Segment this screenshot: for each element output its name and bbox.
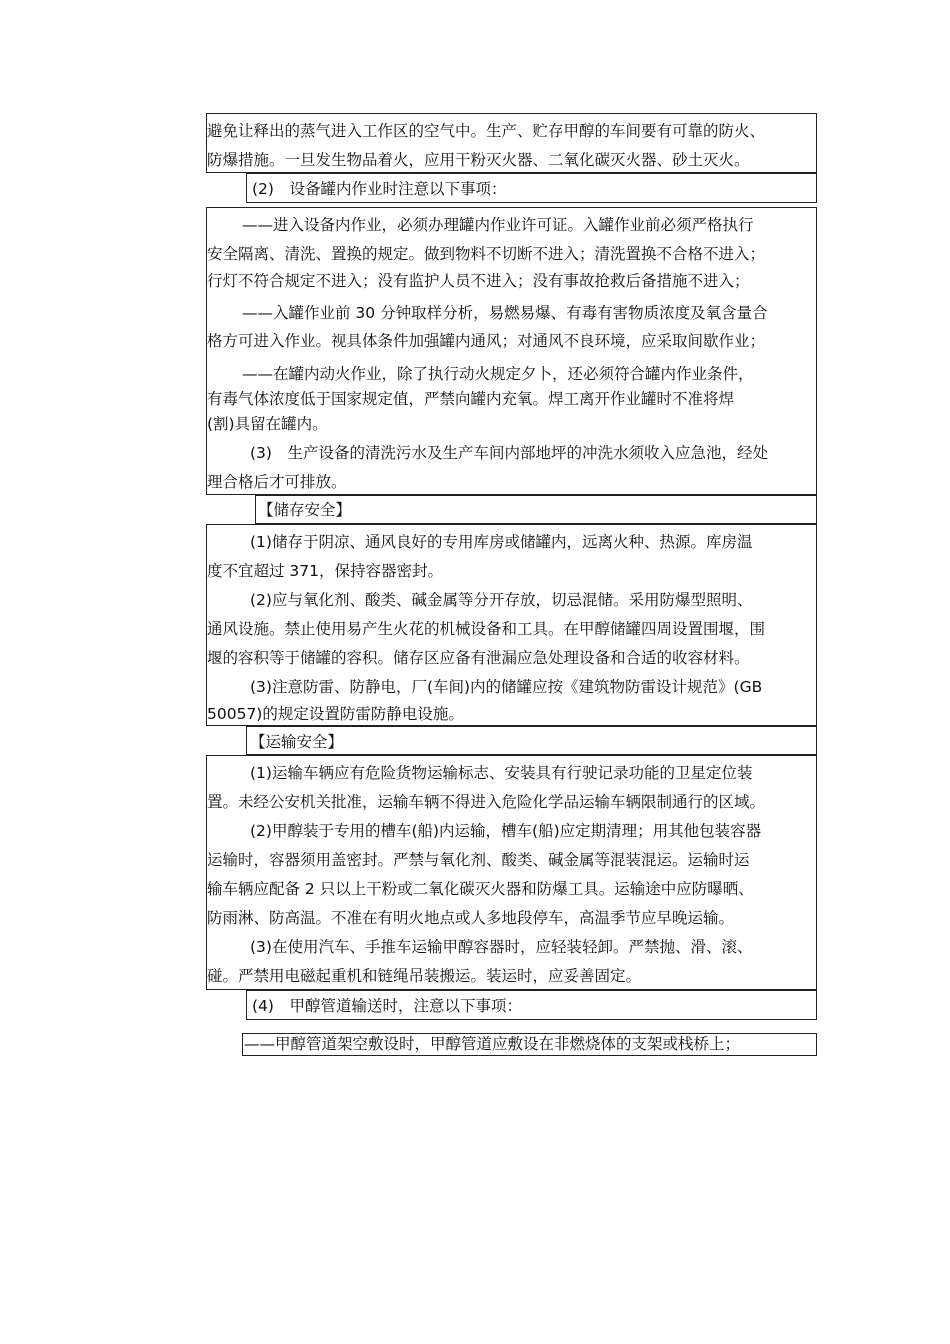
text-line: (3) 生产设备的清洗污水及生产车间内部地坪的冲洗水须收入应急池，经处 (250, 444, 768, 462)
text-line: 堰的容积等于储罐的容积。储存区应备有泄漏应急处理设备和合适的收容材料。 (207, 649, 750, 667)
text-line: 碰。严禁用电磁起重机和链绳吊装搬运。装运时，应妥善固定。 (207, 967, 642, 985)
text-line: 置。未经公安机关批准，运输车辆不得进入危险化学品运输车辆限制通行的区域。 (207, 793, 766, 811)
text-line: (2)应与氧化剂、酸类、碱金属等分开存放，切忌混储。采用防爆型照明、 (250, 591, 753, 609)
text-line: 避免让释出的蒸气进入工作区的空气中。生产、贮存甲醇的车间要有可靠的防火、 (207, 122, 766, 140)
text-line: (3)注意防雷、防静电，厂(车间)内的储罐应按《建筑物防雷设计规范》(GB (250, 678, 763, 696)
text-line: (割)具留在罐内。 (207, 415, 328, 433)
text-line: 有毒气体浓度低于国家规定值，严禁向罐内充氧。焊工离开作业罐时不准将焊 (207, 390, 735, 408)
text-line: (2)甲醇装于专用的槽车(船)内运输，槽车(船)应定期清理；用其他包装容器 (250, 822, 762, 840)
text-line: 通风设施。禁止使用易产生火花的机械设备和工具。在甲醇储罐四周设置围堰，围 (207, 620, 766, 638)
text-line: (1)储存于阴凉、通风良好的专用库房或储罐内，远离火种、热源。库房温 (250, 533, 753, 551)
text-line: 防爆措施。一旦发生物品着火，应用干粉灭火器、二氧化碳灭火器、砂土灭火。 (207, 151, 750, 169)
text-line: ——在罐内动火作业，除了执行动火规定夕卜，还必须符合罐内作业条件， (242, 365, 754, 383)
text-line: 防雨淋、防高温。不准在有明火地点或人多地段停车，高温季节应早晚运输。 (207, 909, 735, 927)
transport-header: 【运输安全】 (250, 733, 344, 751)
text-line: ——甲醇管道架空敷设时，甲醇管道应敷设在非燃烧体的支架或栈桥上； (244, 1035, 741, 1053)
text-line: (3)在使用汽车、手推车运输甲醇容器时，应轻装轻卸。严禁抛、滑、滚、 (250, 938, 753, 956)
text-line: 行灯不符合规定不进入；没有监护人员不进入；没有事故抢救后备措施不进入； (207, 272, 750, 290)
item-4-header: (4) 甲醇管道输送时，注意以下事项： (252, 997, 522, 1015)
text-line: 理合格后才可排放。 (207, 473, 347, 491)
item-2-header: (2) 设备罐内作业时注意以下事项： (252, 180, 507, 198)
text-line: ——进入设备内作业，必须办理罐内作业许可证。入罐作业前必须严格执行 (242, 216, 754, 234)
text-line: (1)运输车辆应有危险货物运输标志、安装具有行驶记录功能的卫星定位装 (250, 764, 753, 782)
text-line: 格方可进入作业。视具体条件加强罐内通风；对通风不良环境，应采取间歇作业； (207, 332, 766, 350)
text-line: 运输时，容器须用盖密封。严禁与氧化剂、酸类、碱金属等混装混运。运输时运 (207, 851, 750, 869)
text-line: 输车辆应配备 2 只以上干粉或二氧化碳灭火器和防爆工具。运输途中应防曝晒、 (207, 880, 754, 898)
text-line: ——入罐作业前 30 分钟取样分析，易燃易爆、有毒有害物质浓度及氧含量合 (242, 304, 768, 322)
text-line: 度不宜超过 371，保持容器密封。 (207, 562, 444, 580)
text-line: 安全隔离、清洗、置换的规定。做到物料不切断不进入；清洗置换不合格不进入； (207, 245, 766, 263)
storage-header: 【储存安全】 (258, 501, 352, 519)
text-line: 50057)的规定设置防雷防静电设施。 (207, 705, 464, 723)
